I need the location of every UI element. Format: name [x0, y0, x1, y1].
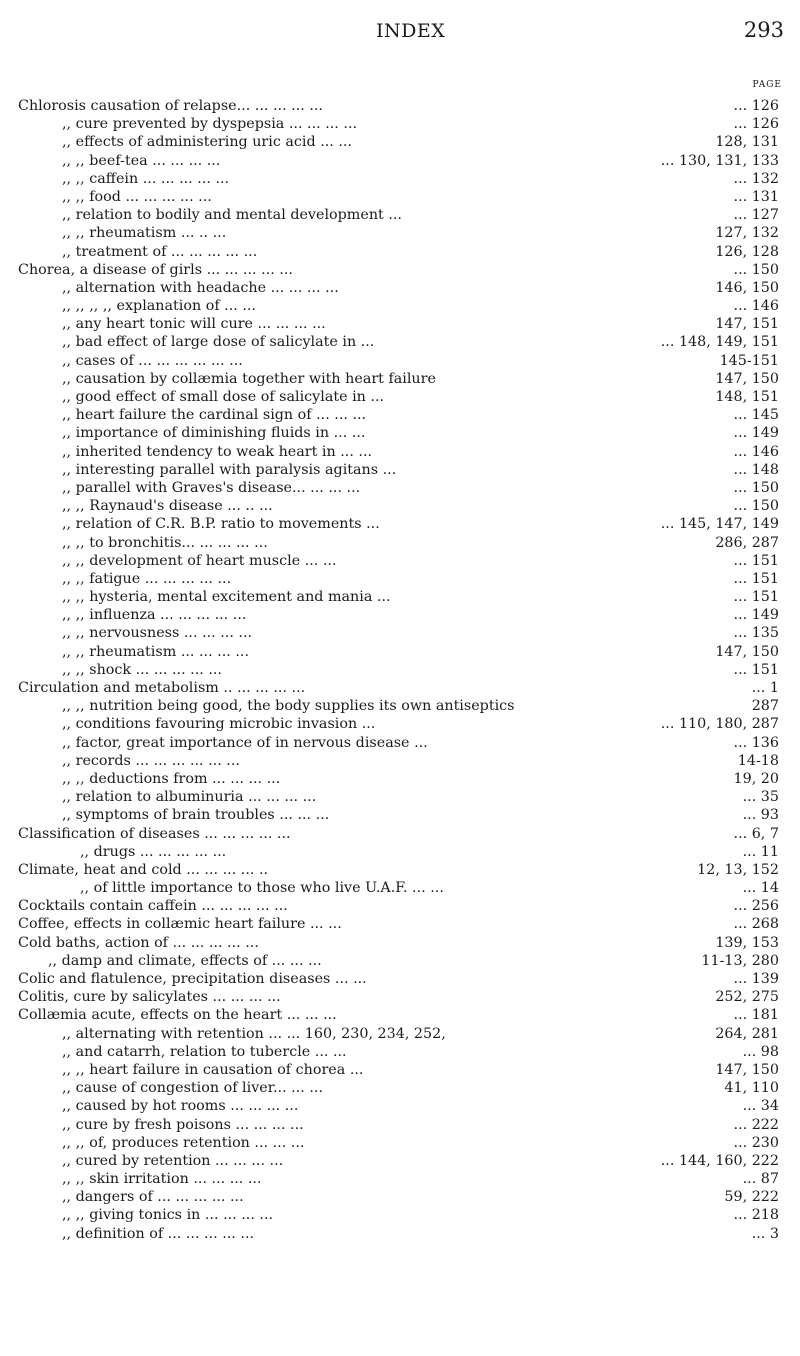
index-entry [0, 1134, 800, 1152]
entry-pages: 126, 128 [715, 243, 779, 260]
index-entry [0, 879, 800, 897]
entry-text: Cold baths, action of ... ... ... ... ... [18, 934, 259, 951]
entry-pages: 11-13, 280 [701, 952, 779, 969]
entry-text: ,, records ... ... ... ... ... ... [62, 752, 240, 769]
index-entry [0, 861, 800, 879]
entry-text: ,, ,, rheumatism ... ... ... ... [62, 643, 249, 660]
index-entry [0, 661, 800, 679]
index-entry [0, 715, 800, 733]
entry-pages: 41, 110 [724, 1080, 779, 1097]
entry-pages: ... 148, 149, 151 [660, 334, 779, 351]
entry-text: ,, conditions favouring microbic invasion ... [62, 716, 376, 733]
index-entry [0, 606, 800, 624]
index-entry [0, 1170, 800, 1188]
index-entry [0, 1206, 800, 1224]
entry-pages: 14-18 [737, 752, 779, 769]
entry-pages: ... 181 [733, 1007, 779, 1024]
entry-pages: ... 256 [733, 898, 779, 915]
entry-pages: ... 222 [733, 1116, 779, 1133]
entry-pages: ... 136 [733, 734, 779, 751]
entry-text: ,, ,, rheumatism ... .. ... [62, 225, 227, 242]
entry-pages: ... 3 [751, 1225, 779, 1242]
entry-text: ,, ,, shock ... ... ... ... ... [62, 661, 222, 678]
entry-text: ,, symptoms of brain troubles ... ... ... [62, 807, 330, 824]
entry-text: ,, heart failure the cardinal sign of ... ... ... [62, 407, 367, 424]
index-entry [0, 497, 800, 515]
entry-text: ,, ,, nervousness ... ... ... ... [62, 625, 253, 642]
index-entry [0, 788, 800, 806]
entry-pages: ... 145 [733, 407, 779, 424]
entry-pages: 146, 150 [715, 279, 779, 296]
entry-pages: ... 110, 180, 287 [660, 716, 779, 733]
index-entry [0, 243, 800, 261]
entry-pages: ... 14 [742, 880, 779, 897]
entry-text: ,, relation to bodily and mental development ... [62, 207, 402, 224]
index-entry [0, 970, 800, 988]
entry-text: ,, interesting parallel with paralysis agitans ... [62, 461, 397, 478]
entry-pages: 139, 153 [715, 934, 779, 951]
index-entry [0, 934, 800, 952]
entry-text: Colitis, cure by salicylates ... ... ... ... [18, 989, 281, 1006]
index-entry [0, 915, 800, 933]
index-entry [0, 1188, 800, 1206]
index-entry [0, 1025, 800, 1043]
entry-pages: ... 218 [733, 1207, 779, 1224]
index-entry [0, 1116, 800, 1134]
entry-pages: ... 126 [733, 98, 779, 114]
entry-text: Classification of diseases ... ... ... ... ... [18, 825, 291, 842]
entry-text: ,, ,, of, produces retention ... ... ... [62, 1134, 305, 1151]
entry-text: ,, ,, giving tonics in ... ... ... ... [62, 1207, 274, 1224]
entry-pages: ... 144, 160, 222 [660, 1152, 779, 1169]
entry-text: ,, dangers of ... ... ... ... ... [62, 1189, 244, 1206]
entry-pages: 145-151 [719, 352, 779, 369]
index-entry [0, 988, 800, 1006]
entry-text: ,, treatment of ... ... ... ... ... [62, 243, 258, 260]
entry-pages: 127, 132 [715, 225, 779, 242]
entry-text: ,, drugs ... ... ... ... ... [80, 843, 227, 860]
entry-pages: ... 34 [742, 1098, 779, 1115]
index-entry [0, 897, 800, 915]
entry-text: ,, any heart tonic will cure ... ... ... ... [62, 316, 326, 333]
page-number: 293 [743, 18, 784, 42]
entry-text: ,, relation of C.R. B.P. ratio to movements ... [62, 516, 380, 533]
entry-text: Chlorosis causation of relapse... ... ... ... ... [18, 98, 323, 114]
entry-pages: 287 [751, 698, 779, 715]
entry-text: Circulation and metabolism .. ... ... ... ... [18, 680, 306, 696]
entry-text: ,, ,, Raynaud's disease ... .. ... [62, 498, 273, 515]
entry-pages: 128, 131 [715, 134, 779, 151]
index-entry [0, 843, 800, 861]
index-entry [0, 443, 800, 461]
entry-text: ,, ,, to bronchitis... ... ... ... ... [62, 534, 268, 551]
index-entry [0, 679, 800, 697]
entry-pages: ... 151 [733, 552, 779, 569]
entry-text: Colic and flatulence, precipitation diseases ... ... [18, 971, 367, 987]
entry-text: ,, ,, nutrition being good, the body supplies its own antiseptics [62, 698, 515, 715]
entry-text: ,, of little importance to those who live U.A.F. ... ... [80, 880, 444, 897]
entry-text: ,, factor, great importance of in nervous disease ... [62, 734, 428, 751]
entry-text: ,, relation to albuminuria ... ... ... ... [62, 789, 317, 806]
entry-text: ,, definition of ... ... ... ... ... [62, 1225, 255, 1242]
entry-text: ,, caused by hot rooms ... ... ... ... [62, 1098, 299, 1115]
entry-pages: ... 131 [733, 188, 779, 205]
index-entry [0, 333, 800, 351]
entry-text: Collæmia acute, effects on the heart ... ... ... [18, 1007, 337, 1024]
entry-text: ,, ,, fatigue ... ... ... ... ... [62, 570, 232, 587]
entry-text: ,, ,, influenza ... ... ... ... ... [62, 607, 247, 624]
index-entry [0, 352, 800, 370]
entry-text: ,, importance of diminishing fluids in ... ... [62, 425, 366, 442]
entry-text: ,, ,, skin irritation ... ... ... ... [62, 1171, 262, 1188]
entry-pages: ... 146 [733, 443, 779, 460]
index-entry [0, 752, 800, 770]
entry-text: Coffee, effects in collæmic heart failure ... ... [18, 916, 342, 933]
entry-text: ,, ,, food ... ... ... ... ... [62, 188, 212, 205]
index-entry [0, 1152, 800, 1170]
index-entry [0, 1043, 800, 1061]
entry-pages: ... 132 [733, 170, 779, 187]
index-entry [0, 697, 800, 715]
entry-pages: ... 87 [742, 1171, 779, 1188]
entry-pages: 252, 275 [715, 989, 779, 1006]
entry-pages: ... 151 [733, 589, 779, 606]
index-entry [0, 133, 800, 151]
index-entry [0, 115, 800, 133]
entry-pages: ... 11 [742, 843, 779, 860]
entry-text: ,, inherited tendency to weak heart in ... ... [62, 443, 373, 460]
entry-text: ,, ,, hysteria, mental excitement and mania ... [62, 589, 391, 606]
entry-pages: ... 98 [742, 1043, 779, 1060]
entry-pages: ... 130, 131, 133 [660, 152, 779, 169]
entry-pages: ... 93 [742, 807, 779, 824]
index-entry [0, 97, 800, 115]
entry-text: ,, cure prevented by dyspepsia ... ... ... ... [62, 116, 358, 133]
index-entry [0, 188, 800, 206]
index-entry [0, 643, 800, 661]
entry-pages: ... 148 [733, 461, 779, 478]
entry-text: Climate, heat and cold ... ... ... ... .. [18, 861, 269, 878]
index-entry [0, 770, 800, 788]
index-entry [0, 806, 800, 824]
entry-text: ,, alternating with retention ... ... 160, 230, 234, 252, [62, 1025, 446, 1042]
entry-pages: ... 6, 7 [733, 825, 779, 842]
entry-text: ,, and catarrh, relation to tubercle ... ... [62, 1043, 347, 1060]
index-entries [0, 97, 800, 1243]
entry-text: ,, ,, development of heart muscle ... ... [62, 552, 337, 569]
index-entry [0, 552, 800, 570]
index-entry [0, 1097, 800, 1115]
index-entry [0, 952, 800, 970]
entry-text: ,, ,, heart failure in causation of chorea ... [62, 1061, 364, 1078]
index-entry [0, 1061, 800, 1079]
entry-text: ,, effects of administering uric acid ... ... [62, 134, 353, 151]
entry-text: ,, causation by collæmia together with heart failure [62, 370, 436, 387]
entry-pages: ... 1 [751, 680, 779, 696]
entry-text: ,, alternation with headache ... ... ... ... [62, 279, 339, 296]
index-entry [0, 406, 800, 424]
entry-pages: ... 150 [733, 479, 779, 496]
index-entry [0, 479, 800, 497]
entry-text: ,, cure by fresh poisons ... ... ... ... [62, 1116, 304, 1133]
entry-pages: ... 145, 147, 149 [660, 516, 779, 533]
entry-text: ,, parallel with Graves's disease... ... ... ... [62, 479, 361, 496]
index-entry [0, 315, 800, 333]
index-entry [0, 297, 800, 315]
index-entry [0, 261, 800, 279]
entry-pages: 147, 151 [715, 316, 779, 333]
entry-pages: ... 151 [733, 661, 779, 678]
index-entry [0, 279, 800, 297]
index-entry [0, 461, 800, 479]
entry-text: ,, cases of ... ... ... ... ... ... [62, 352, 243, 369]
entry-pages: ... 149 [733, 607, 779, 624]
index-entry [0, 515, 800, 533]
index-entry [0, 170, 800, 188]
index-entry [0, 370, 800, 388]
entry-pages: ... 135 [733, 625, 779, 642]
entry-pages: 286, 287 [715, 534, 779, 551]
index-entry [0, 1079, 800, 1097]
entry-text: ,, ,, ,, ,, explanation of ... ... [62, 298, 256, 315]
running-head [0, 20, 800, 46]
entry-pages: ... 127 [733, 207, 779, 224]
entry-pages: ... 150 [733, 498, 779, 515]
index-entry [0, 388, 800, 406]
page-column-label: PAGE [752, 80, 782, 90]
index-entry [0, 624, 800, 642]
entry-text: ,, cause of congestion of liver... ... ... [62, 1080, 323, 1097]
entry-pages: ... 139 [733, 971, 779, 987]
index-entry [0, 206, 800, 224]
entry-pages: ... 151 [733, 570, 779, 587]
entry-text: Chorea, a disease of girls ... ... ... ... ... [18, 261, 293, 278]
index-entry [0, 825, 800, 843]
index-entry [0, 570, 800, 588]
index-entry [0, 152, 800, 170]
entry-text: ,, ,, beef-tea ... ... ... ... [62, 152, 221, 169]
entry-pages: 12, 13, 152 [697, 861, 779, 878]
entry-pages: 147, 150 [715, 643, 779, 660]
entry-pages: ... 150 [733, 261, 779, 278]
entry-pages: ... 268 [733, 916, 779, 933]
entry-pages: ... 230 [733, 1134, 779, 1151]
index-entry [0, 734, 800, 752]
entry-pages: 147, 150 [715, 1061, 779, 1078]
index-entry [0, 588, 800, 606]
entry-pages: ... 149 [733, 425, 779, 442]
entry-text: ,, ,, caffein ... ... ... ... ... [62, 170, 230, 187]
entry-text: ,, good effect of small dose of salicylate in ... [62, 389, 385, 405]
entry-pages: ... 146 [733, 298, 779, 315]
index-entry [0, 534, 800, 552]
entry-pages: 147, 150 [715, 370, 779, 387]
entry-text: ,, cured by retention ... ... ... ... [62, 1152, 284, 1169]
entry-pages: 19, 20 [733, 770, 779, 787]
index-entry [0, 224, 800, 242]
entry-text: ,, damp and climate, effects of ... ... ... [48, 952, 322, 969]
entry-pages: 264, 281 [715, 1025, 779, 1042]
entry-pages: ... 126 [733, 116, 779, 133]
entry-pages: 59, 222 [724, 1189, 779, 1206]
page-title: INDEX [376, 20, 446, 42]
entry-text: Cocktails contain caffein ... ... ... ... ... [18, 898, 288, 915]
index-entry [0, 1006, 800, 1024]
entry-pages: 148, 151 [715, 389, 779, 405]
entry-pages: ... 35 [742, 789, 779, 806]
index-entry [0, 1225, 800, 1243]
entry-text: ,, bad effect of large dose of salicylate in ... [62, 334, 375, 351]
index-entry [0, 424, 800, 442]
entry-text: ,, ,, deductions from ... ... ... ... [62, 770, 281, 787]
